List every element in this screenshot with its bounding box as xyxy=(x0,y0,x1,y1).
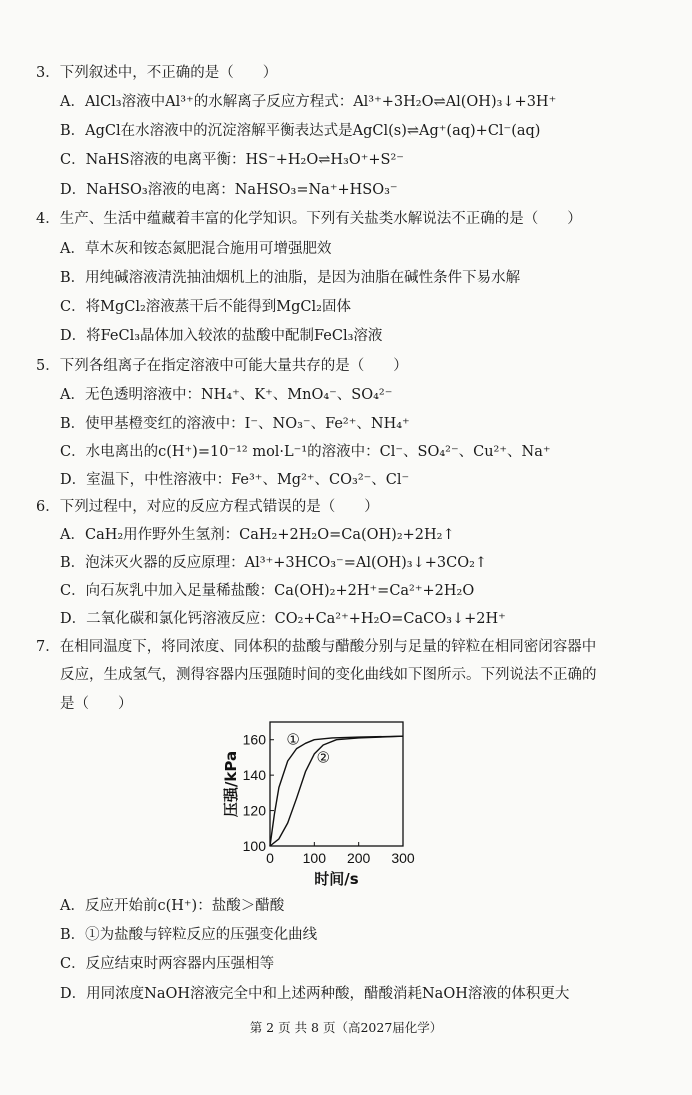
pressure-time-chart xyxy=(218,714,418,894)
q3-stem: 3．下列叙述中，不正确的是（ ） xyxy=(36,65,278,81)
q4-option-c: C．将MgCl₂溶液蒸干后不能得到MgCl₂固体 xyxy=(60,299,351,315)
y-axis-label: 压强/kPa xyxy=(222,750,240,818)
q4-option-d: D．将FeCl₃晶体加入较浓的盐酸中配制FeCl₃溶液 xyxy=(60,328,383,344)
q7-stem-line3: 是（ ） xyxy=(60,696,133,712)
q6-option-c: C．向石灰乳中加入足量稀盐酸：Ca(OH)₂+2H⁺=Ca²⁺+2H₂O xyxy=(60,583,475,599)
q4-option-a: A．草木灰和铵态氮肥混合施用可增强肥效 xyxy=(60,241,332,257)
x-tick-label: 0 xyxy=(266,850,274,866)
q6-option-a: A．CaH₂用作野外生氢剂：CaH₂+2H₂O=Ca(OH)₂+2H₂↑ xyxy=(60,527,455,543)
y-tick-label: 100 xyxy=(242,838,266,854)
q5-option-a: A．无色透明溶液中：NH₄⁺、K⁺、MnO₄⁻、SO₄²⁻ xyxy=(60,387,393,403)
q7-stem-line2: 反应，生成氢气，测得容器内压强随时间的变化曲线如下图所示。下列说法不正确的 xyxy=(60,667,597,683)
q7-option-c: C．反应结束时两容器内压强相等 xyxy=(60,956,275,972)
y-tick-label: 140 xyxy=(242,767,266,784)
q7-option-d: D．用同浓度NaOH溶液完全中和上述两种酸，醋酸消耗NaOH溶液的体积更大 xyxy=(60,986,570,1002)
q6-option-d: D．二氧化碳和氯化钙溶液反应：CO₂+Ca²⁺+H₂O=CaCO₃↓+2H⁺ xyxy=(60,611,506,627)
q6-option-b: B．泡沫灭火器的反应原理：Al³⁺+3HCO₃⁻=Al(OH)₃↓+3CO₂↑ xyxy=(60,555,488,571)
q5-stem: 5．下列各组离子在指定溶液中可能大量共存的是（ ） xyxy=(36,358,408,374)
x-tick-label: 300 xyxy=(391,850,415,866)
series-line-1 xyxy=(270,736,403,846)
series-label-2: ② xyxy=(316,748,330,767)
series-line-2 xyxy=(270,736,403,846)
x-tick-label: 200 xyxy=(346,850,371,866)
q5-option-c: C．水电离出的c(H⁺)=10⁻¹² mol·L⁻¹的溶液中：Cl⁻、SO₄²⁻、Cu²⁺、Na⁺ xyxy=(60,444,551,460)
q5-option-d: D．室温下，中性溶液中：Fe³⁺、Mg²⁺、CO₃²⁻、Cl⁻ xyxy=(60,472,410,488)
x-axis-label: 时间/s xyxy=(314,870,359,888)
y-tick-label: 120 xyxy=(242,802,266,819)
q7-option-a: A．反应开始前c(H⁺)：盐酸＞醋酸 xyxy=(60,898,285,914)
q3-option-b: B．AgCl在水溶液中的沉淀溶解平衡表达式是AgCl(s)⇌Ag⁺(aq)+Cl⁻(aq) xyxy=(60,123,541,139)
q4-stem: 4．生产、生活中蕴藏着丰富的化学知识。下列有关盐类水解说法不正确的是（ ） xyxy=(36,211,582,227)
q3-option-c: C．NaHS溶液的电离平衡：HS⁻+H₂O⇌H₃O⁺+S²⁻ xyxy=(60,152,404,168)
q6-stem: 6．下列过程中，对应的反应方程式错误的是（ ） xyxy=(36,499,379,515)
q7-option-b: B．①为盐酸与锌粒反应的压强变化曲线 xyxy=(60,927,318,943)
page-footer: 第 2 页 共 8 页（高2027届化学） xyxy=(249,1020,443,1035)
x-tick-label: 100 xyxy=(302,850,327,866)
q3-option-d: D．NaHSO₃溶液的电离：NaHSO₃=Na⁺+HSO₃⁻ xyxy=(60,182,398,198)
y-tick-label: 160 xyxy=(242,731,266,748)
q4-option-b: B．用纯碱溶液清洗抽油烟机上的油脂，是因为油脂在碱性条件下易水解 xyxy=(60,270,521,286)
q5-option-b: B．使甲基橙变红的溶液中：I⁻、NO₃⁻、Fe²⁺、NH₄⁺ xyxy=(60,416,410,432)
q7-stem-line1: 7．在相同温度下，将同浓度、同体积的盐酸与醋酸分别与足量的锌粒在相同密闭容器中 xyxy=(36,639,597,655)
series-label-1: ① xyxy=(286,730,300,749)
q3-option-a: A．AlCl₃溶液中Al³⁺的水解离子反应方程式：Al³⁺+3H₂O⇌Al(OH)₃↓+3H⁺ xyxy=(60,94,557,110)
